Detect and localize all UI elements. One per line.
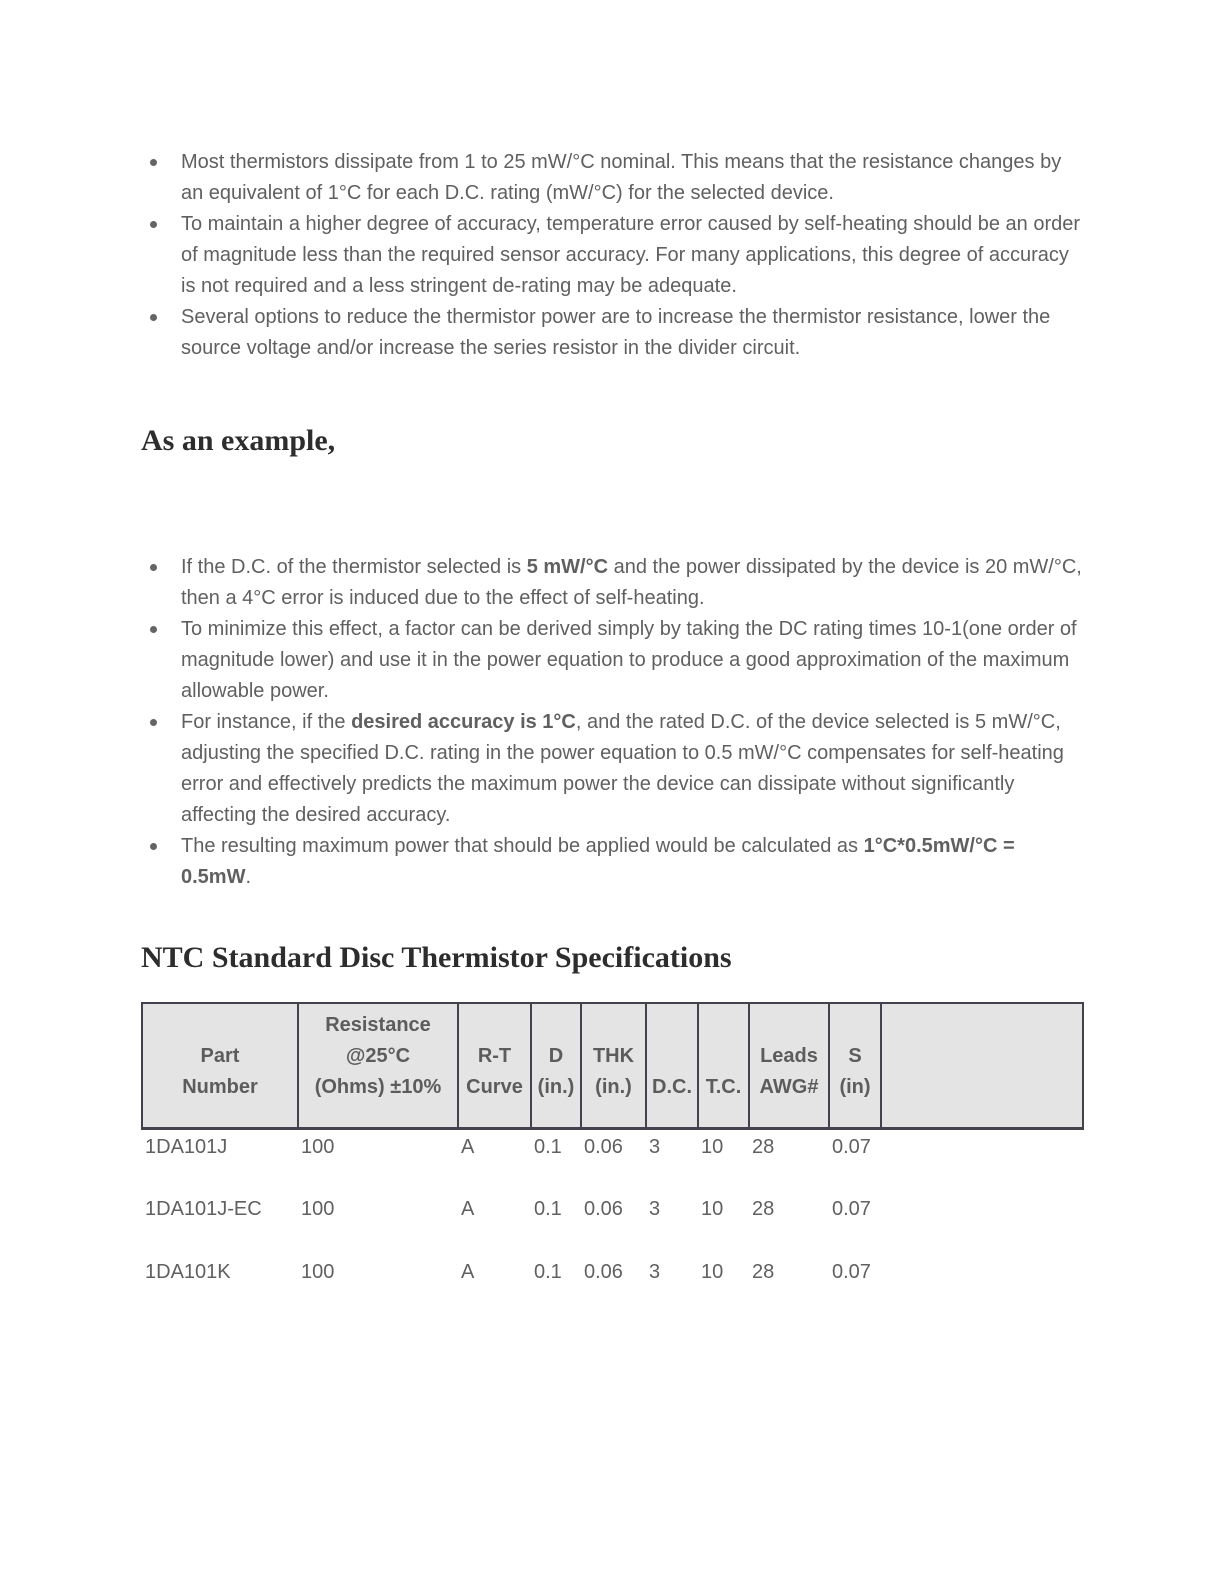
list-item — [141, 707, 1085, 831]
text-run: For instance, if the — [181, 711, 352, 733]
table-cell: A — [461, 1260, 475, 1283]
text-run: Several options to reduce the thermistor power are to increase the thermistor resistance, lower the source voltage and/or increase the series resistor in the divider circuit. — [181, 306, 1051, 359]
table-cell: 100 — [301, 1136, 335, 1158]
thermistor-dissipation-list — [141, 147, 1085, 364]
header-cell-line: @25°C — [345, 1045, 411, 1067]
table-cell: 0.06 — [584, 1136, 623, 1158]
list-item — [141, 831, 1085, 893]
header-cell-line: (Ohms) ±10% — [314, 1076, 442, 1098]
ntc-specifications-table — [141, 1002, 1084, 1318]
specifications-heading: NTC Standard Disc Thermistor Specifications — [141, 941, 732, 974]
header-cell-line: S — [848, 1045, 862, 1067]
table-row — [142, 1192, 1083, 1255]
header-cell — [531, 1003, 581, 1129]
table-cell: 0.07 — [832, 1136, 871, 1158]
bold-text-run: desired accuracy is 1°C — [351, 711, 576, 733]
table-cell: 0.07 — [832, 1197, 871, 1220]
header-cell-line: T.C. — [705, 1076, 742, 1098]
table-cell — [881, 1129, 1083, 1192]
table-cell: 100 — [301, 1260, 335, 1283]
table-cell: A — [461, 1197, 475, 1220]
header-cell-line: Leads — [760, 1045, 818, 1067]
table-cell: 28 — [752, 1260, 775, 1283]
header-cell-line: D — [548, 1045, 564, 1067]
header-cell-line: Resistance — [325, 1014, 431, 1036]
table-cell — [881, 1192, 1083, 1255]
list-item — [141, 302, 1085, 364]
bold-text-run: 5 mW/°C — [526, 556, 609, 578]
header-cell — [829, 1003, 881, 1129]
table-cell — [881, 1255, 1083, 1318]
header-cell — [142, 1003, 298, 1129]
table-cell: 100 — [301, 1197, 335, 1220]
header-cell-line: (in.) — [537, 1076, 575, 1098]
header-cell — [749, 1003, 829, 1129]
table-cell: 3 — [649, 1136, 661, 1158]
list-item — [141, 552, 1085, 614]
header-cell-line: Curve — [466, 1076, 523, 1098]
table-cell: 10 — [701, 1260, 724, 1283]
table-cell: 0.1 — [534, 1260, 562, 1283]
header-cell-line: R-T — [477, 1045, 512, 1067]
header-cell-line: THK — [592, 1045, 635, 1067]
header-cell — [458, 1003, 531, 1129]
table-cell: 1DA101J — [145, 1136, 228, 1158]
header-cell — [581, 1003, 646, 1129]
table-cell: 28 — [752, 1197, 775, 1220]
table-cell: 0.1 — [534, 1136, 562, 1158]
table-cell: 3 — [649, 1197, 661, 1220]
example-calculation-list — [141, 552, 1085, 893]
table-row — [142, 1129, 1083, 1192]
header-cell — [698, 1003, 749, 1129]
list-item — [141, 614, 1085, 707]
header-cell-line: Number — [182, 1076, 258, 1098]
table-cell: 10 — [701, 1136, 724, 1158]
table-row — [142, 1255, 1083, 1318]
text-run: To maintain a higher degree of accuracy, temperature error caused by self-heating should be an order of magnitude less than the required sensor accuracy. For many applications, this degree of accuracy is not required and a less stringent de-rating may be adequate. — [181, 213, 1081, 297]
text-run: To minimize this effect, a factor can be derived simply by taking the DC rating times 10-1(one order of magnitude lower) and use it in the power equation to produce a good approximation of the maximum allowable power. — [181, 618, 1077, 702]
header-cell-line: D.C. — [652, 1076, 692, 1098]
text-run: and the power dissipated by the device is 20 mW/°C, then a 4°C error is induced due to the effect of self-heating. — [181, 556, 1082, 609]
table-cell: 1DA101J-EC — [145, 1197, 262, 1220]
example-heading: As an example, — [141, 424, 336, 457]
header-cell-line: Part — [200, 1045, 240, 1067]
table-cell: A — [461, 1136, 475, 1158]
text-run: If the D.C. of the thermistor selected is — [181, 556, 527, 578]
list-item — [141, 147, 1085, 209]
table-cell: 3 — [649, 1260, 661, 1283]
header-cell-line: AWG# — [759, 1076, 819, 1098]
table-cell: 0.1 — [534, 1197, 562, 1220]
text-run: The resulting maximum power that should be applied would be calculated as — [181, 835, 864, 857]
header-cell — [646, 1003, 698, 1129]
list-item — [141, 209, 1085, 302]
header-cell — [298, 1003, 458, 1129]
header-cell-line: (in.) — [595, 1076, 632, 1098]
table-header-row — [142, 1003, 1083, 1129]
table-cell: 0.06 — [584, 1197, 623, 1220]
text-run: , and the rated D.C. of the device selected is 5 mW/°C, adjusting the specified D.C. rating in the power equation to 0.5 mW/°C compensates for self-heating error and effectively predicts the maximum power the device can dissipate without significantly affecting the desired accuracy. — [181, 711, 1064, 826]
table-cell: 0.07 — [832, 1260, 871, 1283]
header-cell — [881, 1003, 1083, 1129]
header-cell-line: (in) — [839, 1076, 871, 1098]
table-cell: 28 — [752, 1136, 775, 1158]
table-cell: 1DA101K — [145, 1260, 231, 1283]
bold-text-run: 1°C*0.5mW/°C = 0.5mW — [181, 835, 1015, 888]
text-run: . — [245, 866, 252, 888]
table-cell: 0.06 — [584, 1260, 623, 1283]
table-cell: 10 — [701, 1197, 724, 1220]
text-run: Most thermistors dissipate from 1 to 25 mW/°C nominal. This means that the resistance changes by an equivalent of 1°C for each D.C. rating (mW/°C) for the selected device. — [181, 151, 1062, 204]
